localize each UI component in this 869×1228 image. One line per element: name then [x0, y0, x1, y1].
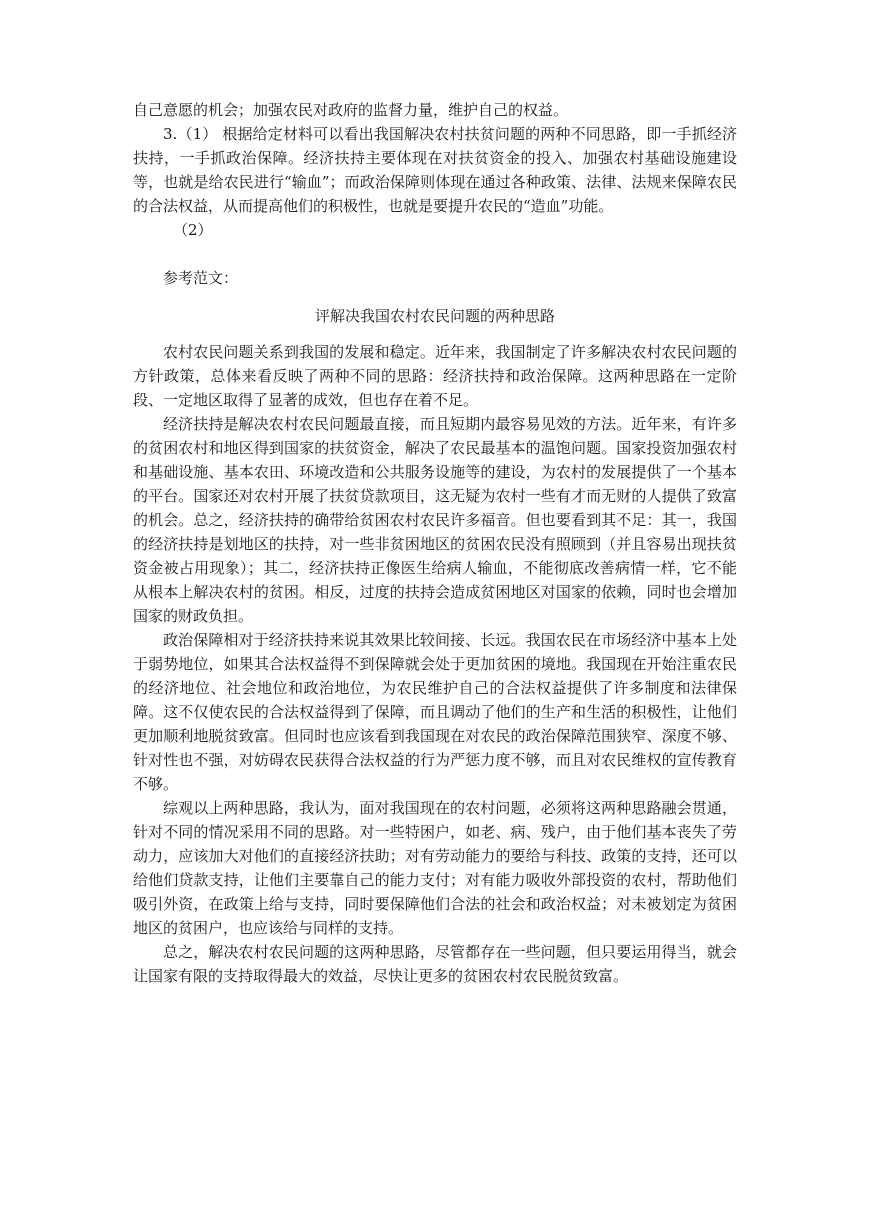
essay-title: 评解决我国农村农民问题的两种思路	[314, 307, 555, 325]
essay-paragraph: 经济扶持是解决农村农民问题最直接，而且短期内最容易见效的方法。近年来，有许多的贫困农村和地区得到国家的扶贫资金，解决了农民最基本的温饱问题。国家投资加强农村和基础设施、基本农田、环境改造和公共服务设施等的建设，为农村的发展提供了一个基本的平台。国家还对农村开展了扶贫贷款项目，这无疑为农村一些有才而无财的人提供了致富的机会。总之，经济扶持的确带给贫困农村农民许多福音。但也要看到其不足：其一，我国的经济扶持是划地区的扶持，对一些非贫困地区的贫困农民没有照顾到（并且容易出现扶贫资金被占用现象）；其二，经济扶持正像医生给病人输血，不能彻底改善病情一样，它不能从根本上解决农村的贫困。相反，过度的扶持会造成贫困地区对国家的依赖，同时也会增加国家的财政负担。	[133, 415, 737, 625]
document-page	[133, 98, 737, 988]
intro-tail-paragraph: 自己意愿的机会；加强农民对政府的监督力量，维护自己的权益。	[133, 101, 569, 119]
essay-paragraph: 农村农民问题关系到我国的发展和稳定。近年来，我国制定了许多解决农村农民问题的方针政策，总体来看反映了两种不同的思路：经济扶持和政治保障。这两种思路在一定阶段、一定地区取得了显著的成效，但也存在着不足。	[133, 343, 737, 409]
question-3-part-1: 3.（1） 根据给定材料可以看出我国解决农村扶贫问题的两种不同思路，即一手抓经济扶持，一手抓政治保障。经济扶持主要体现在对扶贫资金的投入、加强农村基础设施建设等，也就是给农民进行“输血”；而政治保障则体现在通过各种政策、法律、法规来保障农民的合法权益，从而提高他们的积极性，也就是要提升农民的“造血”功能。	[133, 125, 737, 215]
essay-paragraph: 政治保障相对于经济扶持来说其效果比较间接、长远。我国农民在市场经济中基本上处于弱势地位，如果其合法权益得不到保障就会处于更加贫困的境地。我国现在开始注重农民的经济地位、社会地位和政治地位，为农民维护自己的合法权益提供了许多制度和法律保障。这不仅使农民的合法权益得到了保障，而且调动了他们的生产和生活的积极性，让他们更加顺利地脱贫致富。但同时也应该看到我国现在对农民的政治保障范围狭窄、深度不够、针对性也不强，对妨碍农民获得合法权益的行为严惩力度不够，而且对农民维权的宣传教育不够。	[133, 631, 737, 793]
question-3-part-2-label: （2）	[173, 221, 213, 239]
essay-paragraph: 总之，解决农村农民问题的这两种思路，尽管都存在一些问题，但只要运用得当，就会让国家有限的支持取得最大的效益，尽快让更多的贫困农村农民脱贫致富。	[133, 943, 737, 985]
reference-label: 参考范文：	[163, 269, 239, 287]
essay-paragraph: 综观以上两种思路，我认为，面对我国现在的农村问题，必须将这两种思路融会贯通，针对不同的情况采用不同的思路。对一些特困户，如老、病、残户，由于他们基本丧失了劳动力，应该加大对他们的直接经济扶助；对有劳动能力的要给与科技、政策的支持，还可以给他们贷款支持，让他们主要靠自己的能力支付；对有能力吸收外部投资的农村，帮助他们吸引外资，在政策上给与支持，同时要保障他们合法的社会和政治权益；对未被划定为贫困地区的贫困户，也应该给与同样的支持。	[133, 799, 737, 937]
